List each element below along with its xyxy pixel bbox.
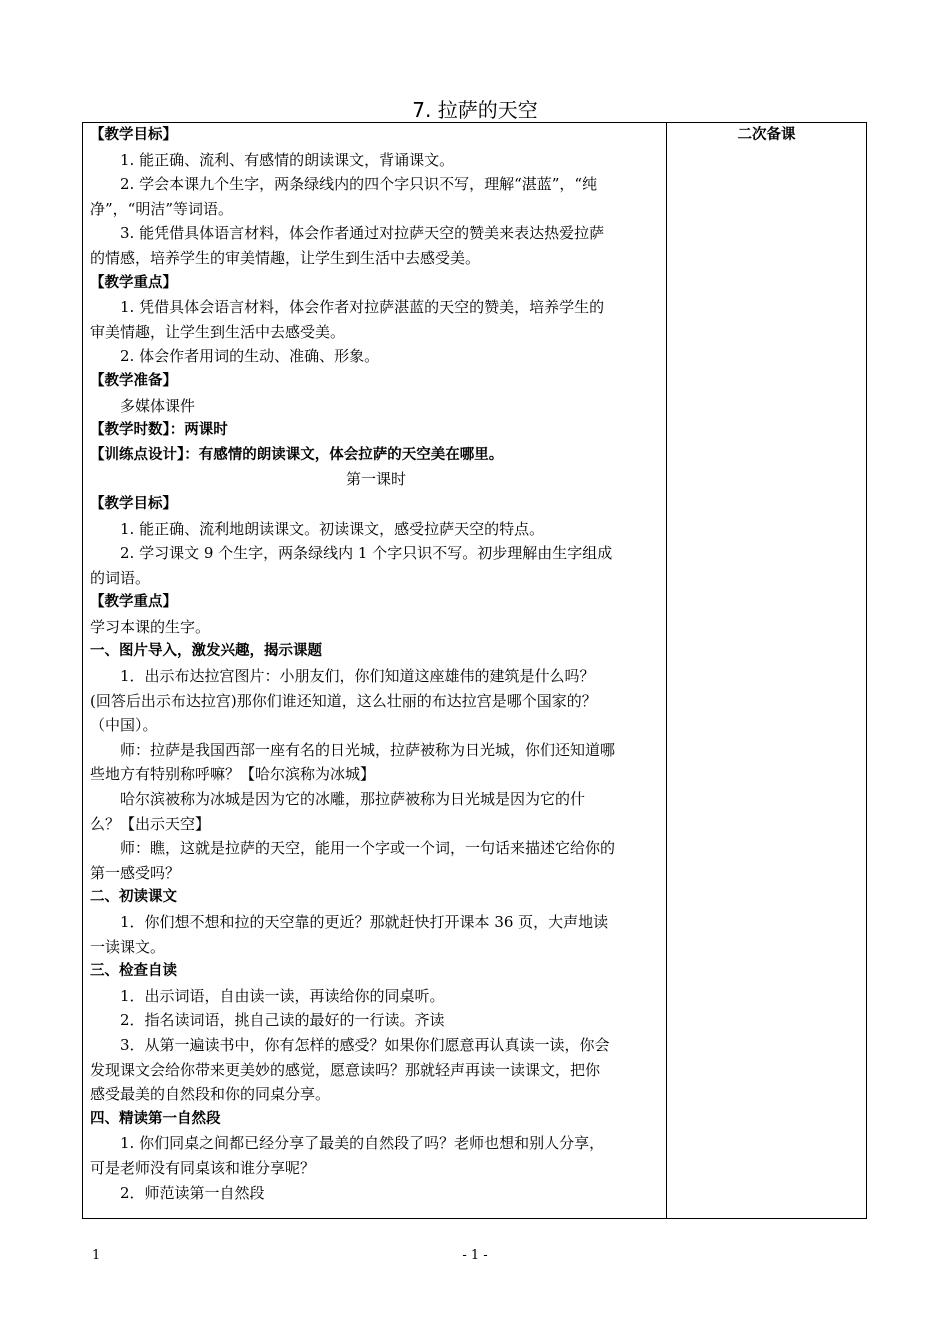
text-line: 些地方有特别称呼嘛？【哈尔滨称为冰城】 <box>90 765 376 784</box>
text-line: 1．你们想不想和拉的天空靠的更近？那就赶快打开课本 36 页，大声地读 <box>120 913 609 931</box>
text-line: 第一感受吗？ <box>90 863 181 882</box>
text-line: 3. 能凭借具体语言材料，体会作者通过对拉萨天空的赞美来表达热爱拉萨 <box>120 224 605 243</box>
side-column-header: 二次备课 <box>737 127 796 143</box>
text-line: 学习本课的生字。 <box>90 617 211 636</box>
document-title: 7. 拉萨的天空 <box>412 98 538 122</box>
text-line: 师：拉萨是我国西部一座有名的日光城，拉萨被称为日光城，你们还知道哪 <box>120 740 616 759</box>
text-line: 1. 能正确、流利地朗读课文。初读课文，感受拉萨天空的特点。 <box>120 519 545 538</box>
section-heading: 一、图片导入，激发兴趣，揭示课题 <box>90 643 322 660</box>
text-line: （中国）。 <box>90 716 158 735</box>
footer-page-index: 1 <box>92 1248 101 1263</box>
text-line: 2. 学习课文 9 个生字，两条绿线内 1 个字只识不写。初步理解由生字组成 <box>120 544 613 563</box>
section-heading: 四、精读第一自然段 <box>90 1110 221 1127</box>
section-heading: 【教学重点】 <box>90 274 177 291</box>
text-line: 1. 能正确、流利、有感情的朗读课文，背诵课文。 <box>120 150 455 169</box>
text-line: 的词语。 <box>90 568 151 587</box>
text-line: 可是老师没有同桌该和谁分享呢？ <box>90 1158 316 1177</box>
section-heading: 三、检查自读 <box>90 963 177 980</box>
text-line: 1. 你们同桌之间都已经分享了最美的自然段了吗？老师也想和别人分享， <box>120 1134 605 1153</box>
section-heading: 【教学目标】 <box>90 127 177 143</box>
lesson-plan-table <box>82 122 867 1219</box>
text-line: 3．从第一遍读书中，你有怎样的感受？如果你们愿意再认真读一读，你会 <box>120 1035 610 1054</box>
text-line: (回答后出示布达拉宫)那你们谁还知道，这么壮丽的布达拉宫是哪个国家的？ <box>90 691 597 710</box>
text-line: 哈尔滨被称为冰城是因为它的冰雕，那拉萨被称为日光城是因为它的什 <box>120 790 586 809</box>
text-line: 1．出示布达拉宫图片：小朋友们，你们知道这座雄伟的建筑是什么吗？ <box>120 667 595 686</box>
column-divider <box>666 123 667 1218</box>
side-column <box>667 123 866 148</box>
text-line: 审美情趣，让学生到生活中去感受美。 <box>90 322 346 341</box>
text-line: 师：瞧，这就是拉萨的天空，能用一个字或一个词，一句话来描述它给你的 <box>120 839 616 858</box>
section-heading: 【训练点设计】：有感情的朗读课文，体会拉萨的天空美在哪里。 <box>90 446 504 463</box>
section-heading: 【教学目标】 <box>90 495 177 512</box>
text-line: 净”，“明洁”等词语。 <box>90 199 234 218</box>
text-line: 1．出示词语，自由读一读，再读给你的同桌听。 <box>120 986 445 1005</box>
text-line: 第一课时 <box>345 470 406 489</box>
section-heading: 【教学准备】 <box>90 372 177 389</box>
text-line: 一读课文。 <box>90 937 166 956</box>
text-line: 么？【出示天空】 <box>90 814 211 833</box>
text-line: 1. 凭借具体会语言材料，体会作者对拉萨湛蓝的天空的赞美，培养学生的 <box>120 298 605 317</box>
text-line: 感受最美的自然段和你的同桌分享。 <box>90 1085 331 1104</box>
section-heading: 【教学重点】 <box>90 594 177 611</box>
text-line: 2．指名读词语，挑自己读的最好的一行读。齐读 <box>120 1011 445 1030</box>
text-line: 2. 体会作者用词的生动、准确、形象。 <box>120 347 380 366</box>
text-line: 2．师范读第一自然段 <box>120 1183 265 1202</box>
main-content-column <box>90 123 662 1205</box>
text-line: 多媒体课件 <box>120 396 196 415</box>
text-line: 的情感，培养学生的审美情趣，让学生到生活中去感受美。 <box>90 248 481 267</box>
text-line: 2. 学会本课九个生字，两条绿线内的四个字只识不写，理解“湛蓝”，“纯 <box>120 175 598 194</box>
text-line: 发现课文会给你带来更美妙的感觉，愿意读吗？那就轻声再读一读课文，把你 <box>90 1060 601 1079</box>
section-heading: 二、初读课文 <box>90 889 177 906</box>
section-heading: 【教学时数】：两课时 <box>90 422 228 439</box>
footer-page-number: - 1 - <box>462 1248 488 1263</box>
